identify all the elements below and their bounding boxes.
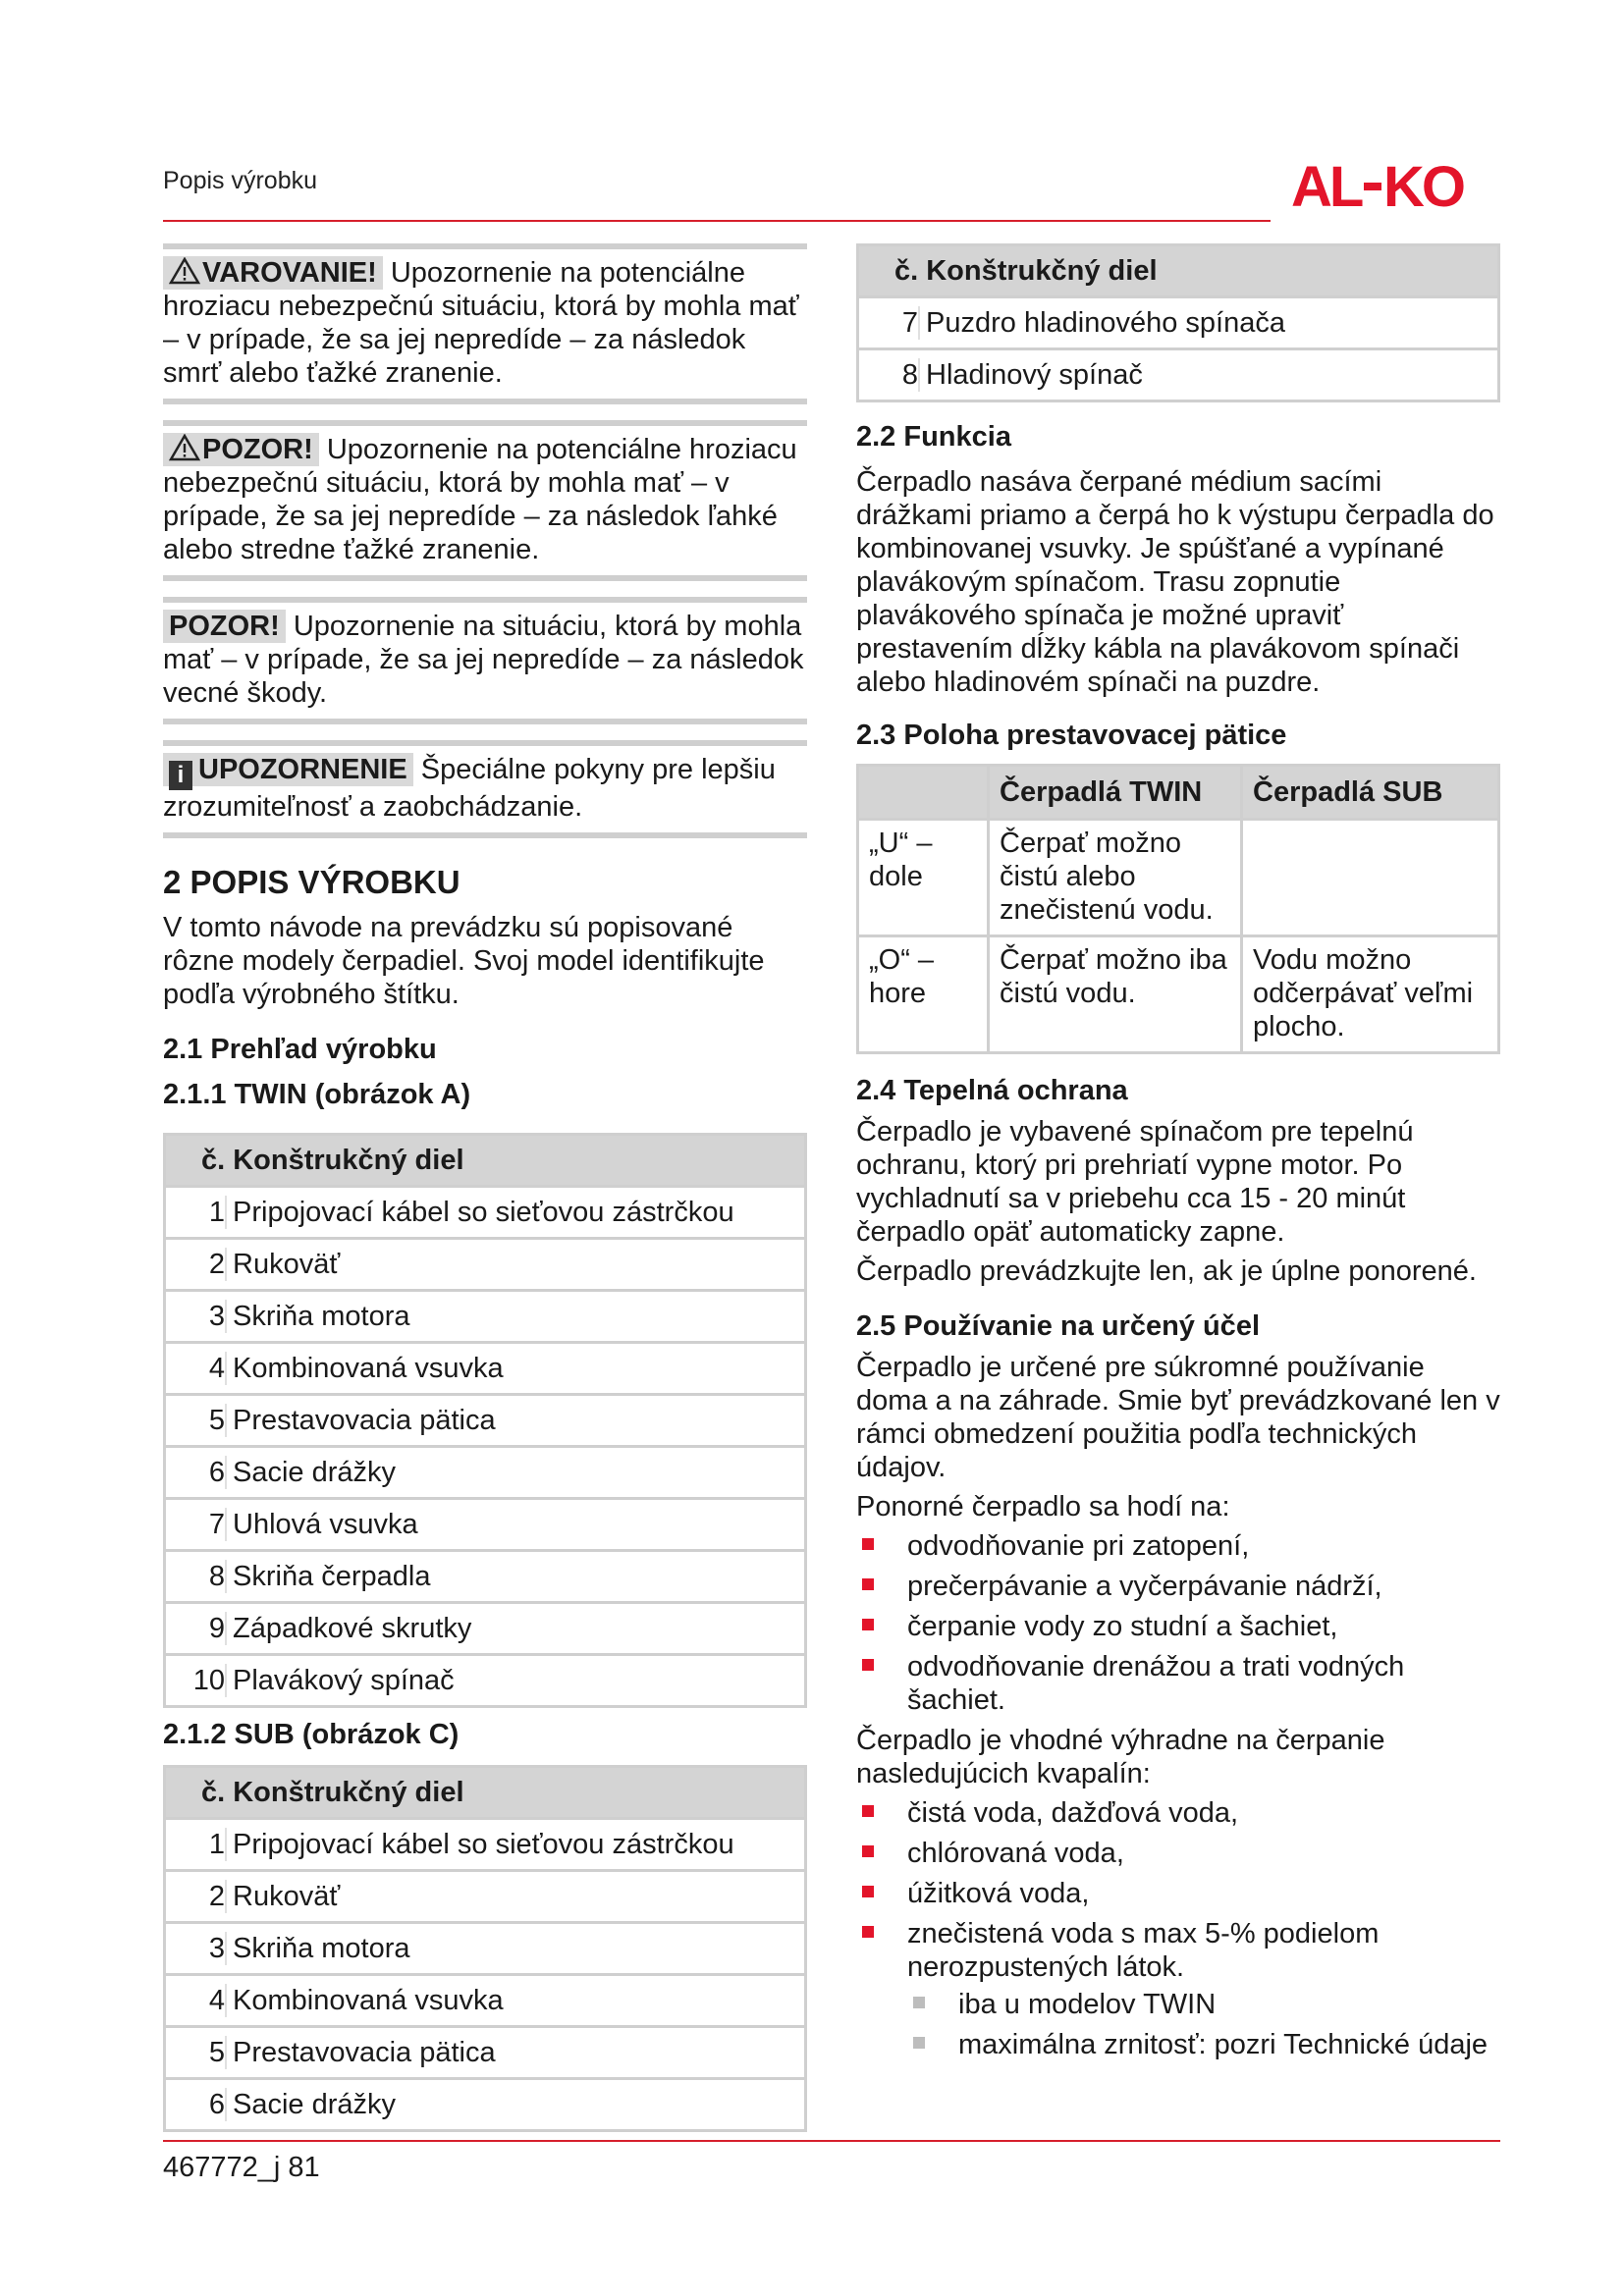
part-number: 8 [858, 349, 921, 401]
part-label: Skriňa motora [227, 1291, 806, 1343]
notice-tag-text: VAROVANIE! [202, 257, 377, 289]
table-row [165, 1395, 806, 1447]
table-row [165, 1975, 806, 2027]
notice-tag-info [163, 753, 413, 786]
table-header: č. Konštrukčný diel [165, 1135, 806, 1187]
position-title: 2.3 Poloha prestavovacej pätice [856, 720, 1287, 751]
svg-text:AL: AL [1291, 155, 1362, 214]
part-label: Pripojovací kábel so sieťovou zástrčkou [227, 1187, 806, 1239]
part-number: 3 [165, 1923, 228, 1975]
table-header: č. Konštrukčný diel [165, 1767, 806, 1819]
list-item: chlórovaná voda, [856, 1837, 1500, 1870]
sub-parts-table-continued [856, 243, 1500, 402]
svg-text:KO: KO [1383, 155, 1463, 214]
thermal-note: Čerpadlo prevádzkujte len, ak je úplne ponorené. [856, 1255, 1477, 1287]
usage-list [856, 1529, 1500, 1717]
part-label: Hladinový spínač [920, 349, 1499, 401]
part-number: 7 [858, 297, 921, 349]
part-label: Puzdro hladinového spínača [920, 297, 1499, 349]
table-row [165, 2079, 806, 2131]
part-number: 4 [165, 1975, 228, 2027]
part-number: 1 [165, 1819, 228, 1871]
liquids-sublist [907, 1988, 1500, 2061]
footer-rule [163, 2140, 1500, 2142]
part-number: 9 [165, 1603, 228, 1655]
part-label: Pripojovací kábel so sieťovou zástrčkou [227, 1819, 806, 1871]
sub-parts-table [163, 1765, 807, 2132]
part-label: Kombinovaná vsuvka [227, 1343, 806, 1395]
part-number: 6 [165, 2079, 228, 2131]
page-footer: 467772_j 81 [163, 2152, 320, 2183]
function-text: Čerpadlo nasáva čerpané médium sacími drážkami priamo a čerpá ho k výstupu čerpadla do kombinovanej vsuvky. Je spúšťané a vypínané plavákovým spínačom. Trasu zopnutie plavákového spínača je možné upraviť prestavením dĺžky kábla na plavákovom spínači alebo hladinovém spínači na puzdre. [856, 466, 1494, 698]
notice-warning [163, 243, 807, 404]
part-label: Sacie drážky [227, 1447, 806, 1499]
position-cell: Čerpať možno iba čistú vodu. [989, 936, 1242, 1053]
info-icon: i [169, 761, 192, 790]
sub-title: 2.1.2 SUB (obrázok C) [163, 1719, 460, 1750]
part-label: Sacie drážky [227, 2079, 806, 2131]
list-item [856, 1917, 1500, 2061]
function-title: 2.2 Funkcia [856, 421, 1011, 453]
part-label: Skriňa motora [227, 1923, 806, 1975]
table-header: č. Konštrukčný diel [858, 245, 1499, 297]
notice-tag-text: POZOR! [202, 434, 313, 465]
notice-tag-property: POZOR! [163, 610, 286, 643]
usage-suitable-for: Ponorné čerpadlo sa hodí na: [856, 1491, 1230, 1522]
part-label: Prestavovacia pätica [227, 1395, 806, 1447]
part-label: Plavákový spínač [227, 1655, 806, 1707]
part-label: Skriňa čerpadla [227, 1551, 806, 1603]
notice-text: Upozornenie na situáciu, ktorá by mohla mať – v prípade, že sa jej nepredíde – za následok vecné škody. [163, 611, 804, 709]
table-row [165, 1187, 806, 1239]
part-number: 6 [165, 1447, 228, 1499]
table-row [165, 1819, 806, 1871]
position-col-header [858, 766, 989, 820]
table-row [858, 297, 1499, 349]
table-row [165, 1343, 806, 1395]
table-row [165, 1239, 806, 1291]
notice-tag-warning [163, 256, 383, 290]
list-item: prečerpávanie a vyčerpávanie nádrží, [856, 1570, 1500, 1603]
list-item-text: znečistená voda s max 5-% podielom nerozpustených látok. [907, 1918, 1380, 1983]
table-row [165, 1603, 806, 1655]
part-number: 1 [165, 1187, 228, 1239]
part-number: 5 [165, 1395, 228, 1447]
notice-caution [163, 420, 807, 581]
twin-title: 2.1.1 TWIN (obrázok A) [163, 1079, 471, 1110]
notice-text: Špeciálne pokyny pre lepšiu zrozumiteľnosť a zaobchádzanie. [163, 754, 776, 823]
list-item: odvodňovanie drenážou a trati vodných šachiet. [856, 1650, 1500, 1717]
table-row [165, 1551, 806, 1603]
thermal-text: Čerpadlo je vybavené spínačom pre tepelnú ochranu, ktorý pri prehriatí vypne motor. Po vychladnutí sa v priebehu cca 15 - 20 minút čerpadlo opäť automaticky zapne. [856, 1116, 1414, 1248]
right-column [856, 243, 1500, 2068]
list-item: čerpanie vody zo studní a šachiet, [856, 1610, 1500, 1643]
header-rule [163, 220, 1271, 222]
table-row [165, 1655, 806, 1707]
position-cell: Vodu možno odčerpávať veľmi plocho. [1242, 936, 1499, 1053]
notice-tag-caution [163, 433, 319, 466]
part-number: 5 [165, 2027, 228, 2079]
liquids-intro: Čerpadlo je vhodné výhradne na čerpanie nasledujúcich kvapalín: [856, 1725, 1385, 1789]
table-row [165, 1871, 806, 1923]
overview-title: 2.1 Prehľad výrobku [163, 1034, 437, 1065]
thermal-title: 2.4 Tepelná ochrana [856, 1075, 1128, 1106]
warning-triangle-icon [169, 257, 200, 285]
position-cell: „U“ – dole [858, 820, 989, 936]
part-number: 10 [165, 1655, 228, 1707]
part-label: Rukoväť [227, 1239, 806, 1291]
left-column [163, 243, 807, 2132]
alko-logo [1291, 155, 1497, 214]
list-item: úžitková voda, [856, 1877, 1500, 1910]
sublist-item: iba u modelov TWIN [907, 1988, 1500, 2021]
sublist-item: maximálna zrnitosť: pozri Technické údaje [907, 2028, 1500, 2061]
part-number: 4 [165, 1343, 228, 1395]
position-cell [1242, 820, 1499, 936]
position-row [858, 820, 1499, 936]
table-row [165, 1923, 806, 1975]
part-number: 8 [165, 1551, 228, 1603]
list-item: odvodňovanie pri zatopení, [856, 1529, 1500, 1563]
position-col-header: Čerpadlá TWIN [989, 766, 1242, 820]
position-row [858, 936, 1499, 1053]
page-header-section: Popis výrobku [163, 167, 318, 194]
table-row [858, 349, 1499, 401]
table-row [165, 2027, 806, 2079]
notice-property [163, 597, 807, 724]
notice-tag-text: UPOZORNENIE [198, 754, 407, 785]
position-table [856, 764, 1500, 1054]
section-intro: V tomto návode na prevádzku sú popisované rôzne modely čerpadiel. Svoj model identifikujte podľa výrobného štítku. [163, 912, 765, 1010]
part-label: Západkové skrutky [227, 1603, 806, 1655]
part-label: Prestavovacia pätica [227, 2027, 806, 2079]
warning-triangle-icon [169, 434, 200, 461]
notice-info [163, 740, 807, 838]
notice-text: Upozornenie na potenciálne hroziacu nebezpečnú situáciu, ktorá by mohla mať – v prípade, že sa jej nepredíde – za následok ľahké alebo stredne ťažké zranenie. [163, 434, 797, 565]
table-row [165, 1447, 806, 1499]
part-label: Kombinovaná vsuvka [227, 1975, 806, 2027]
notice-text: Upozornenie na potenciálne hroziacu nebezpečnú situáciu, ktorá by mohla mať – v prípade, že sa jej nepredíde – za následok smrť alebo ťažké zranenie. [163, 257, 799, 389]
liquids-list [856, 1796, 1500, 2061]
part-label: Rukoväť [227, 1871, 806, 1923]
part-number: 2 [165, 1239, 228, 1291]
usage-text: Čerpadlo je určené pre súkromné používanie doma a na záhrade. Smie byť prevádzkované len v rámci obmedzení použitia podľa technických údajov. [856, 1352, 1500, 1483]
list-item: čistá voda, dažďová voda, [856, 1796, 1500, 1830]
section-title: 2 POPIS VÝROBKU [163, 864, 460, 900]
table-row [165, 1499, 806, 1551]
position-cell: Čerpať možno čistú alebo znečistenú vodu. [989, 820, 1242, 936]
part-number: 3 [165, 1291, 228, 1343]
part-number: 2 [165, 1871, 228, 1923]
part-label: Uhlová vsuvka [227, 1499, 806, 1551]
part-number: 7 [165, 1499, 228, 1551]
position-cell: „O“ – hore [858, 936, 989, 1053]
table-row [165, 1291, 806, 1343]
usage-title: 2.5 Používanie na určený účel [856, 1310, 1260, 1342]
twin-parts-table [163, 1133, 807, 1708]
position-col-header: Čerpadlá SUB [1242, 766, 1499, 820]
